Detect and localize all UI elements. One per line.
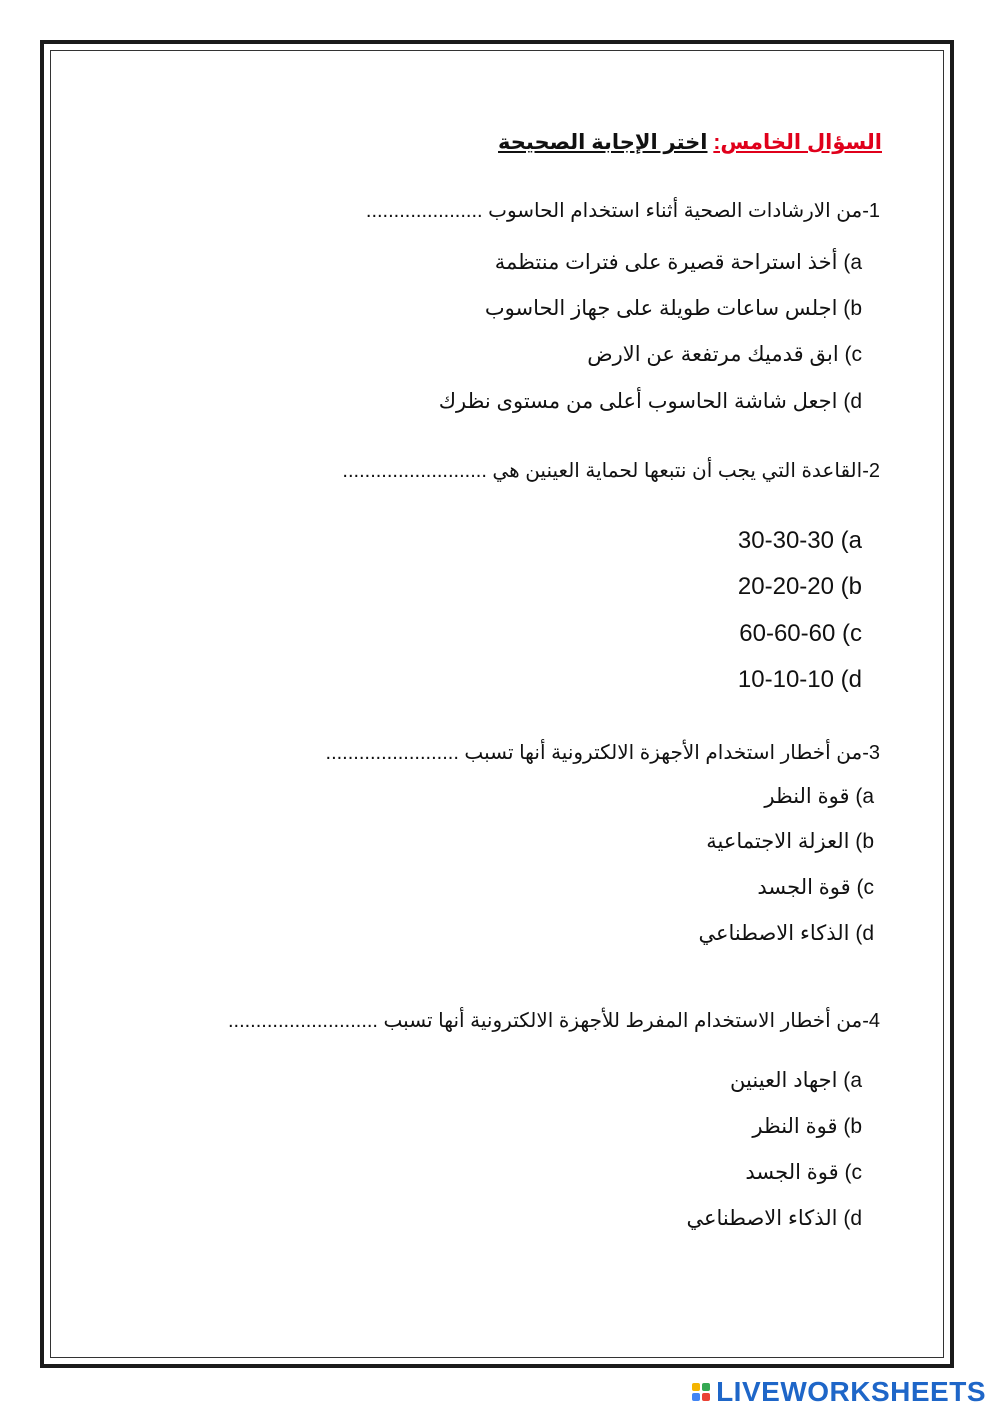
liveworksheets-logo-text: LIVEWORKSHEETS bbox=[716, 1376, 986, 1407]
question-4-option-a[interactable]: a) اجهاد العينين bbox=[730, 1069, 862, 1092]
question-1-option-a[interactable]: a) أخذ استراحة قصيرة على فترات منتظمة bbox=[494, 251, 862, 274]
question-1-option-b[interactable]: b) اجلس ساعات طويلة على جهاز الحاسوب bbox=[484, 297, 862, 320]
question-2-option-a[interactable]: 30-30-30 (a bbox=[737, 527, 862, 554]
heading-label: السؤال الخامس: bbox=[713, 131, 882, 154]
question-3-option-d[interactable]: d) الذكاء الاصطناعي bbox=[698, 922, 874, 945]
question-4-option-c[interactable]: c) قوة الجسد bbox=[745, 1161, 862, 1184]
question-2-option-b[interactable]: 20-20-20 (b bbox=[737, 573, 862, 600]
question-3-option-b[interactable]: b) العزلة الاجتماعية bbox=[706, 830, 874, 853]
question-3-option-a[interactable]: a) قوة النظر bbox=[764, 785, 874, 808]
section-heading bbox=[498, 130, 882, 155]
question-4-option-b[interactable]: b) قوة النظر bbox=[752, 1115, 862, 1138]
question-2-option-c[interactable]: 60-60-60 (c bbox=[739, 620, 862, 647]
liveworksheets-logo-icon bbox=[692, 1383, 710, 1401]
question-1-option-d[interactable]: d) اجعل شاشة الحاسوب أعلى من مستوى نظرك bbox=[438, 390, 862, 413]
question-3-option-c[interactable]: c) قوة الجسد bbox=[757, 876, 874, 899]
question-3: 3-من أخطار استخدام الأجهزة الالكترونية أنها تسبب ........................ bbox=[325, 742, 880, 764]
question-4-option-d[interactable]: d) الذكاء الاصطناعي bbox=[686, 1207, 862, 1230]
question-1-option-c[interactable]: c) ابق قدميك مرتفعة عن الارض bbox=[587, 343, 862, 366]
question-2-option-d[interactable]: 10-10-10 (d bbox=[737, 666, 862, 693]
question-1: 1-من الارشادات الصحية أثناء استخدام الحاسوب ..................... bbox=[365, 200, 880, 222]
question-2: 2-القاعدة التي يجب أن نتبعها لحماية العينين هي .......................... bbox=[342, 460, 880, 482]
heading-instruction: اختر الإجابة الصحيحة bbox=[498, 131, 708, 154]
liveworksheets-logo bbox=[692, 1375, 986, 1409]
question-4: 4-من أخطار الاستخدام المفرط للأجهزة الالكترونية أنها تسبب ........................... bbox=[227, 1010, 880, 1032]
